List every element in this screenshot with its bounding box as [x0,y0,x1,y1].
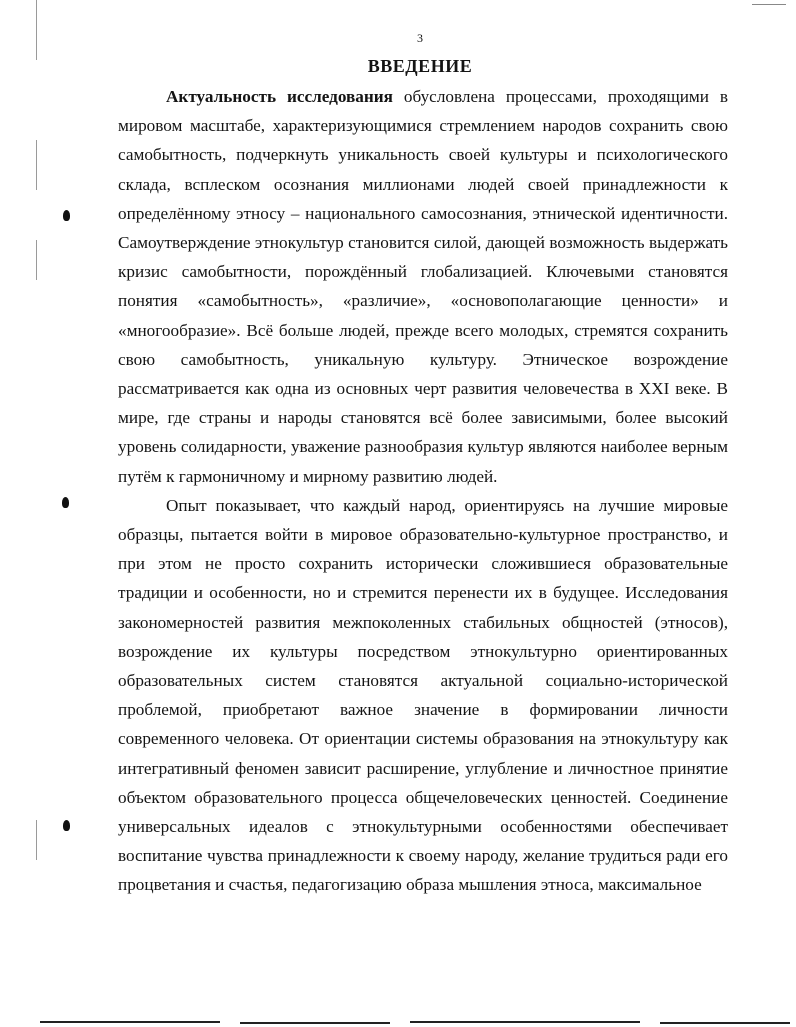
scan-bottom-edge [410,1021,640,1023]
page-number: 3 [417,31,423,45]
section-heading: ВВЕДЕНИЕ [367,56,473,76]
paragraph-text: обусловлена процессами, проходящими в мировом масштабе, характеризующимися стремлением народов сохранить свою самобытность, подчеркнуть уникальность своей культуры и психологического склада, всплеском осознания миллионами людей своей принадлежности к определённому этносу – национального самосознания, этнической идентичности. Самоутверждение этнокультур становится силой, дающей возможность выдержать кризис самобытности, порождённый глобализацией. Ключевыми становятся понятия «самобытность», «различие», «основополагающие ценности» и «многообразие». Всё больше людей, прежде всего молодых, стремятся сохранить свою самобытность, уникальную культуру. Этническое возрождение рассматривается как одна из основных черт развития человечества в XXI веке. В мире, где страны и народы становятся всё более зависимыми, более высокий уровень солидарности, уважение разнообразия культур являются наиболее верным путём к гармоничному и мирному развитию людей. [118,87,729,486]
scan-margin-line [36,140,37,190]
scan-corner-mark [752,4,786,5]
paragraph-experience [118,491,728,900]
hole-punch-mark [62,497,69,508]
scan-margin-line [36,240,37,280]
document-body [118,82,728,900]
paragraph-text: Опыт показывает, что каждый народ, ориентируясь на лучшие мировые образцы, пытается войти в мировое образовательно-культурное пространство, и при этом не просто сохранить исторически сложившиеся образовательные традиции и особенности, но и стремится перенести их в будущее. Исследования закономерностей развития межпоколенных стабильных общностей (этносов), возрождение их культуры посредством этнокультурно ориентированных образовательных систем становятся актуальной социально-исторической проблемой, приобретают важное значение в формировании личности современного человека. От ориентации системы образования на этнокультуру как интегративный феномен зависит расширение, углубление и личностное принятие объектом образовательного процесса общечеловеческих ценностей. Соединение универсальных идеалов с этнокультурными особенностями обеспечивает воспитание чувства принадлежности к своему народу, желание трудиться ради его процветания и счастья, педагогизацию образа мышления этноса, максимальное [118,495,728,895]
paragraph-lead-bold: Актуальность исследования [166,87,393,106]
scan-bottom-edge [40,1021,220,1023]
paragraph-relevance [118,82,728,491]
scan-bottom-edge [240,1022,390,1024]
scan-margin-line [36,0,37,60]
hole-punch-mark [63,820,70,831]
scan-bottom-edge [660,1022,790,1024]
scan-margin-line [36,820,37,860]
hole-punch-mark [63,210,70,221]
